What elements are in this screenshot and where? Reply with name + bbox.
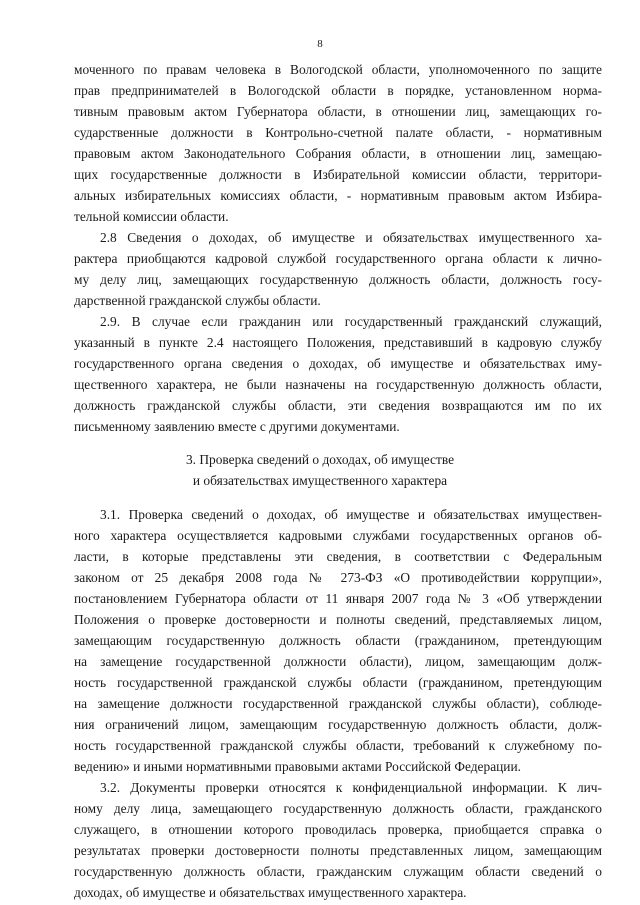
text-line: правовым актом Законодательного Собрания области, в отношении лиц, замещаю- bbox=[74, 146, 602, 161]
text-line: указанный в пункте 2.4 настоящего Положения, представивший в кадровую службу bbox=[74, 335, 602, 350]
text-line: щественного характера, не были назначены на государственную должность области, bbox=[74, 377, 602, 392]
text-line: результатах проверки достоверности полноты представленных лицом, замещающим bbox=[74, 843, 602, 858]
text-line: постановлением Губернатора области от 11 января 2007 года № 3 «Об утверждении bbox=[74, 591, 602, 606]
paragraph-3-2-first-line: 3.2. Документы проверки относятся к конфиденциальной информации. К лич- bbox=[100, 780, 602, 795]
text-line: должность гражданской службы области, эти сведения возвращаются им по их bbox=[74, 398, 602, 413]
text-line: моченного по правам человека в Вологодской области, уполномоченного по защите bbox=[74, 62, 602, 77]
text-line: дарственной гражданской службы области. bbox=[74, 293, 321, 308]
text-line: тельной комиссии области. bbox=[74, 209, 229, 224]
text-line: му делу лиц, замещающих государственную должность области, должность госу- bbox=[74, 272, 602, 287]
text-line: на замещение должности государственной гражданской службы области), соблюде- bbox=[74, 696, 602, 711]
text-line: ласти, в которые представлены эти сведения, в соответствии с Федеральным bbox=[74, 549, 602, 564]
text-line: на замещение государственной должности области), лицом, замещающим долж- bbox=[74, 654, 602, 669]
text-line: ния ограничений лицом, замещающим государственную должность области, долж- bbox=[74, 717, 602, 732]
section-heading: и обязательствах имущественного характера bbox=[192, 473, 448, 488]
text-line: ность государственной гражданской службы области, требований к служебному по- bbox=[74, 738, 602, 753]
paragraph-2-8-first-line: 2.8 Сведения о доходах, об имуществе и обязательствах имущественного ха- bbox=[100, 230, 602, 245]
text-line: тивным правовым актом Губернатора области, в отношении лиц, замещающих го- bbox=[74, 104, 602, 119]
text-line: альных избирательных комиссиях области, - нормативным правовым актом Избира- bbox=[74, 188, 602, 203]
text-line: ведению» и иными нормативными правовыми актами Российской Федерации. bbox=[74, 759, 521, 774]
text-line: письменному заявлению вместе с другими документами. bbox=[74, 419, 400, 434]
page-number: 8 bbox=[317, 38, 323, 50]
text-line: Положения о проверке достоверности и полноты сведений, представляемых лицом, bbox=[74, 612, 602, 627]
text-line: прав предпринимателей в Вологодской области в порядке, установленном норма- bbox=[74, 83, 602, 98]
text-line: ному делу лица, замещающего государственную должность области, гражданского bbox=[74, 801, 602, 816]
text-line: государственную должность области, гражданским служащим области сведений о bbox=[74, 864, 602, 879]
text-line: доходах, об имуществе и обязательствах имущественного характера. bbox=[74, 885, 467, 900]
text-line: служащего, в отношении которого проводилась проверка, приобщается справка о bbox=[74, 822, 602, 837]
text-line: рактера приобщаются кадровой службой государственного органа области к лично- bbox=[74, 251, 602, 266]
section-heading: 3. Проверка сведений о доходах, об имуществе bbox=[185, 452, 455, 467]
text-line: государственного органа сведения о доходах, об имуществе и обязательствах иму- bbox=[74, 356, 602, 371]
text-line: щих государственные должности в Избирательной комиссии области, территори- bbox=[74, 167, 602, 182]
text-line: ность государственной гражданской службы области (гражданином, претендующим bbox=[74, 675, 602, 690]
text-line: законом от 25 декабря 2008 года № 273-ФЗ «О противодействии коррупции», bbox=[74, 570, 602, 585]
text-line: замещающим государственную должность области (гражданином, претендующим bbox=[74, 633, 602, 648]
text-line: ного характера осуществляется кадровыми службами государственных органов об- bbox=[74, 528, 602, 543]
paragraph-2-9-first-line: 2.9. В случае если гражданин или государственный гражданский служащий, bbox=[100, 314, 602, 329]
text-line: сударственные должности в Контрольно-счетной палате области, - нормативным bbox=[74, 125, 602, 140]
paragraph-3-1-first-line: 3.1. Проверка сведений о доходах, об имуществе и обязательствах имуществен- bbox=[100, 507, 602, 522]
